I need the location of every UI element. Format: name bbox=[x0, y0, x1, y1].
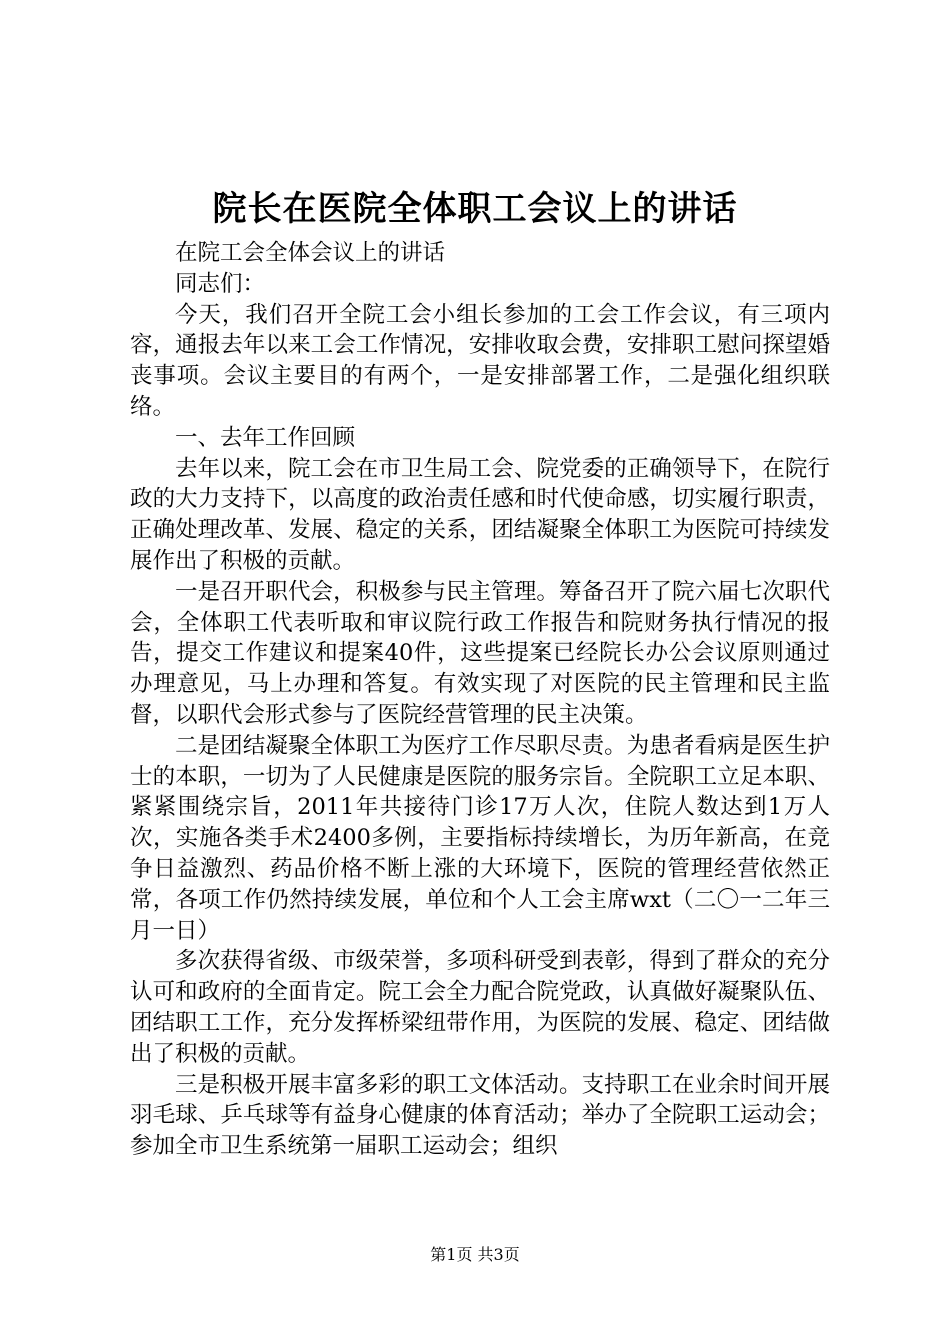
paragraph: 在院工会全体会议上的讲话 bbox=[175, 240, 446, 266]
paragraph: 去年以来，院工会在市卫生局工会、院党委的正确领导下，在院行政的大力支持下，以高度的政治责任感和时代使命感，切实履行职责，正确处理改革、发展、稳定的关系，团结凝聚全体职工为医院可持续发展作出了积极的贡献。 bbox=[130, 455, 830, 574]
paragraph: 多次获得省级、市级荣誉，多项科研受到表彰，得到了群众的充分认可和政府的全面肯定。院工会全力配合院党政，认真做好凝聚队伍、团结职工工作，充分发挥桥梁纽带作用，为医院的发展、稳定、团结做出了积极的贡献。 bbox=[130, 948, 830, 1067]
section-heading: 一、去年工作回顾 bbox=[175, 424, 356, 451]
document-title: 院长在医院全体职工会议上的讲话 bbox=[212, 189, 738, 229]
paragraph: 今天，我们召开全院工会小组长参加的工会工作会议，有三项内容，通报去年以来工会工作情况，安排收取会费，安排职工慰问探望婚丧事项。会议主要目的有两个，一是安排部署工作，二是强化组织联络。 bbox=[130, 301, 830, 420]
page-footer: 第1页 共3页 bbox=[430, 1245, 520, 1264]
document-body bbox=[130, 238, 830, 1162]
paragraph: 一是召开职代会，积极参与民主管理。筹备召开了院六届七次职代会，全体职工代表听取和审议院行政工作报告和院财务执行情况的报告，提交工作建议和提案40件，这些提案已经院长办公会议原则通过办理意见，马上办理和答复。有效实现了对医院的民主管理和民主监督，以职代会形式参与了医院经营管理的民主决策。 bbox=[130, 578, 830, 728]
paragraph: 三是积极开展丰富多彩的职工文体活动。支持职工在业余时间开展羽毛球、乒乓球等有益身心健康的体育活动；举办了全院职工运动会；参加全市卫生系统第一届职工运动会；组织 bbox=[130, 1071, 830, 1160]
paragraph: 二是团结凝聚全体职工为医疗工作尽职尽责。为患者看病是医生护士的本职，一切为了人民健康是医院的服务宗旨。全院职工立足本职、紧紧围绕宗旨，2011年共接待门诊17万人次，住院人数达到1万人次，实施各类手术2400多例，主要指标持续增长，为历年新高，在竞争日益激烈、药品价格不断上涨的大环境下，医院的管理经营依然正常，各项工作仍然持续发展，单位和个人工会主席wxt（二〇一二年三月一日） bbox=[130, 732, 830, 944]
paragraph: 同志们： bbox=[175, 270, 266, 297]
